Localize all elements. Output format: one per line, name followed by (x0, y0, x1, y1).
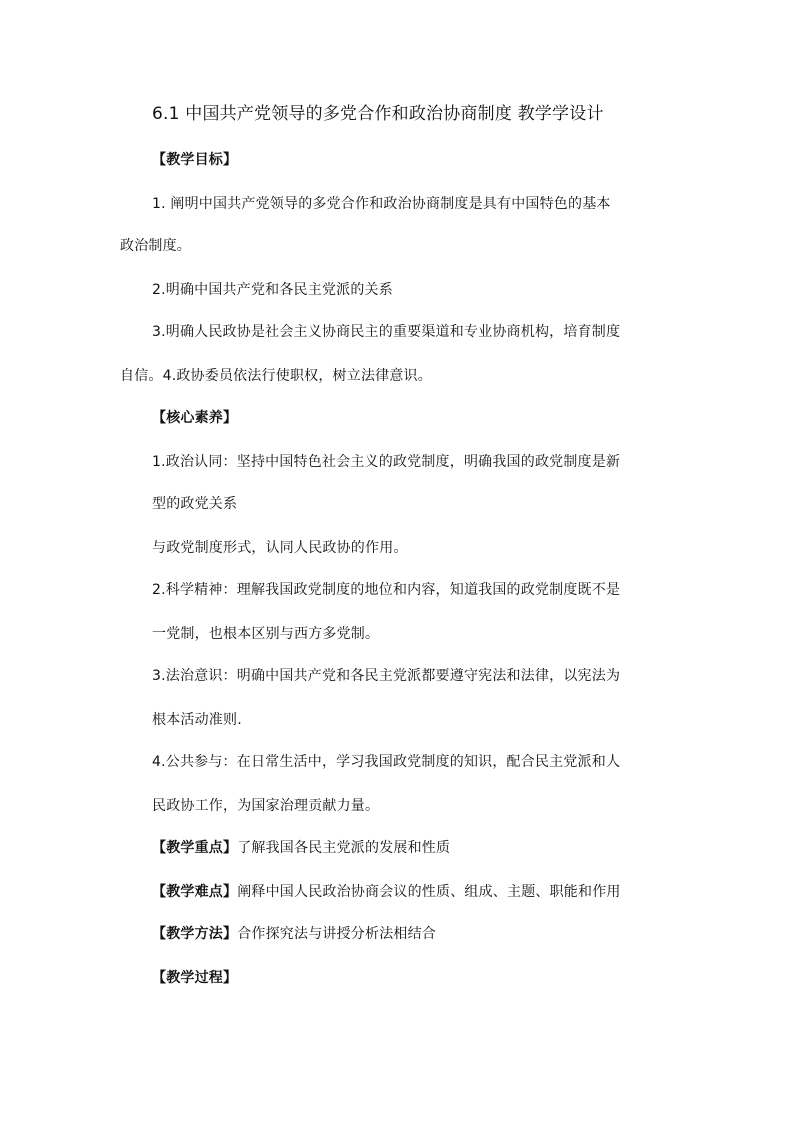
literacy-line-6: 3.法治意识：明确中国共产党和各民主党派都要遵守宪法和法律，以宪法为 (152, 668, 621, 684)
key-point-text: 了解我国各民主党派的发展和性质 (237, 840, 451, 856)
document-title: 6.1 中国共产党领导的多党合作和政治协商制度 教学学设计 (152, 104, 604, 124)
objective-line-1: 1. 阐明中国共产党领导的多党合作和政治协商制度是具有中国特色的基本 (152, 196, 611, 212)
literacy-line-7: 根本活动准则. (152, 712, 242, 728)
method-text: 合作探究法与讲授分析法相结合 (237, 926, 437, 942)
literacy-line-8: 4.公共参与：在日常生活中，学习我国政党制度的知识，配合民主党派和人 (152, 754, 621, 770)
difficulty-label: 【教学难点】 (152, 884, 238, 900)
difficulty-text: 阐释中国人民政治协商会议的性质、组成、主题、职能和作用 (237, 884, 621, 900)
key-point-row (152, 838, 450, 858)
literacy-line-4: 2.科学精神：理解我国政党制度的地位和内容，知道我国的政党制度既不是 (152, 582, 621, 598)
key-point-label: 【教学重点】 (152, 840, 238, 856)
literacy-line-3: 与政党制度形式，认同人民政协的作用。 (152, 540, 408, 556)
method-row (152, 924, 436, 944)
objectives-heading: 【教学目标】 (152, 152, 238, 168)
objective-line-4: 3.明确人民政协是社会主义协商民主的重要渠道和专业协商机构，培育制度 (152, 324, 621, 340)
literacy-heading: 【核心素养】 (152, 410, 238, 426)
literacy-line-5: 一党制，也根本区别与西方多党制。 (152, 626, 380, 642)
literacy-line-9: 民政协工作，为国家治理贡献力量。 (152, 798, 380, 814)
difficulty-row (152, 882, 621, 902)
process-heading: 【教学过程】 (152, 970, 238, 986)
objective-line-2: 政治制度。 (120, 238, 191, 254)
objective-line-5: 自信。4.政协委员依法行使职权，树立法律意识。 (120, 368, 432, 384)
literacy-line-2: 型的政党关系 (152, 496, 238, 512)
literacy-line-1: 1.政治认同：坚持中国特色社会主义的政党制度，明确我国的政党制度是新 (152, 454, 621, 470)
objective-line-3: 2.明确中国共产党和各民主党派的关系 (152, 282, 393, 298)
method-label: 【教学方法】 (152, 926, 238, 942)
